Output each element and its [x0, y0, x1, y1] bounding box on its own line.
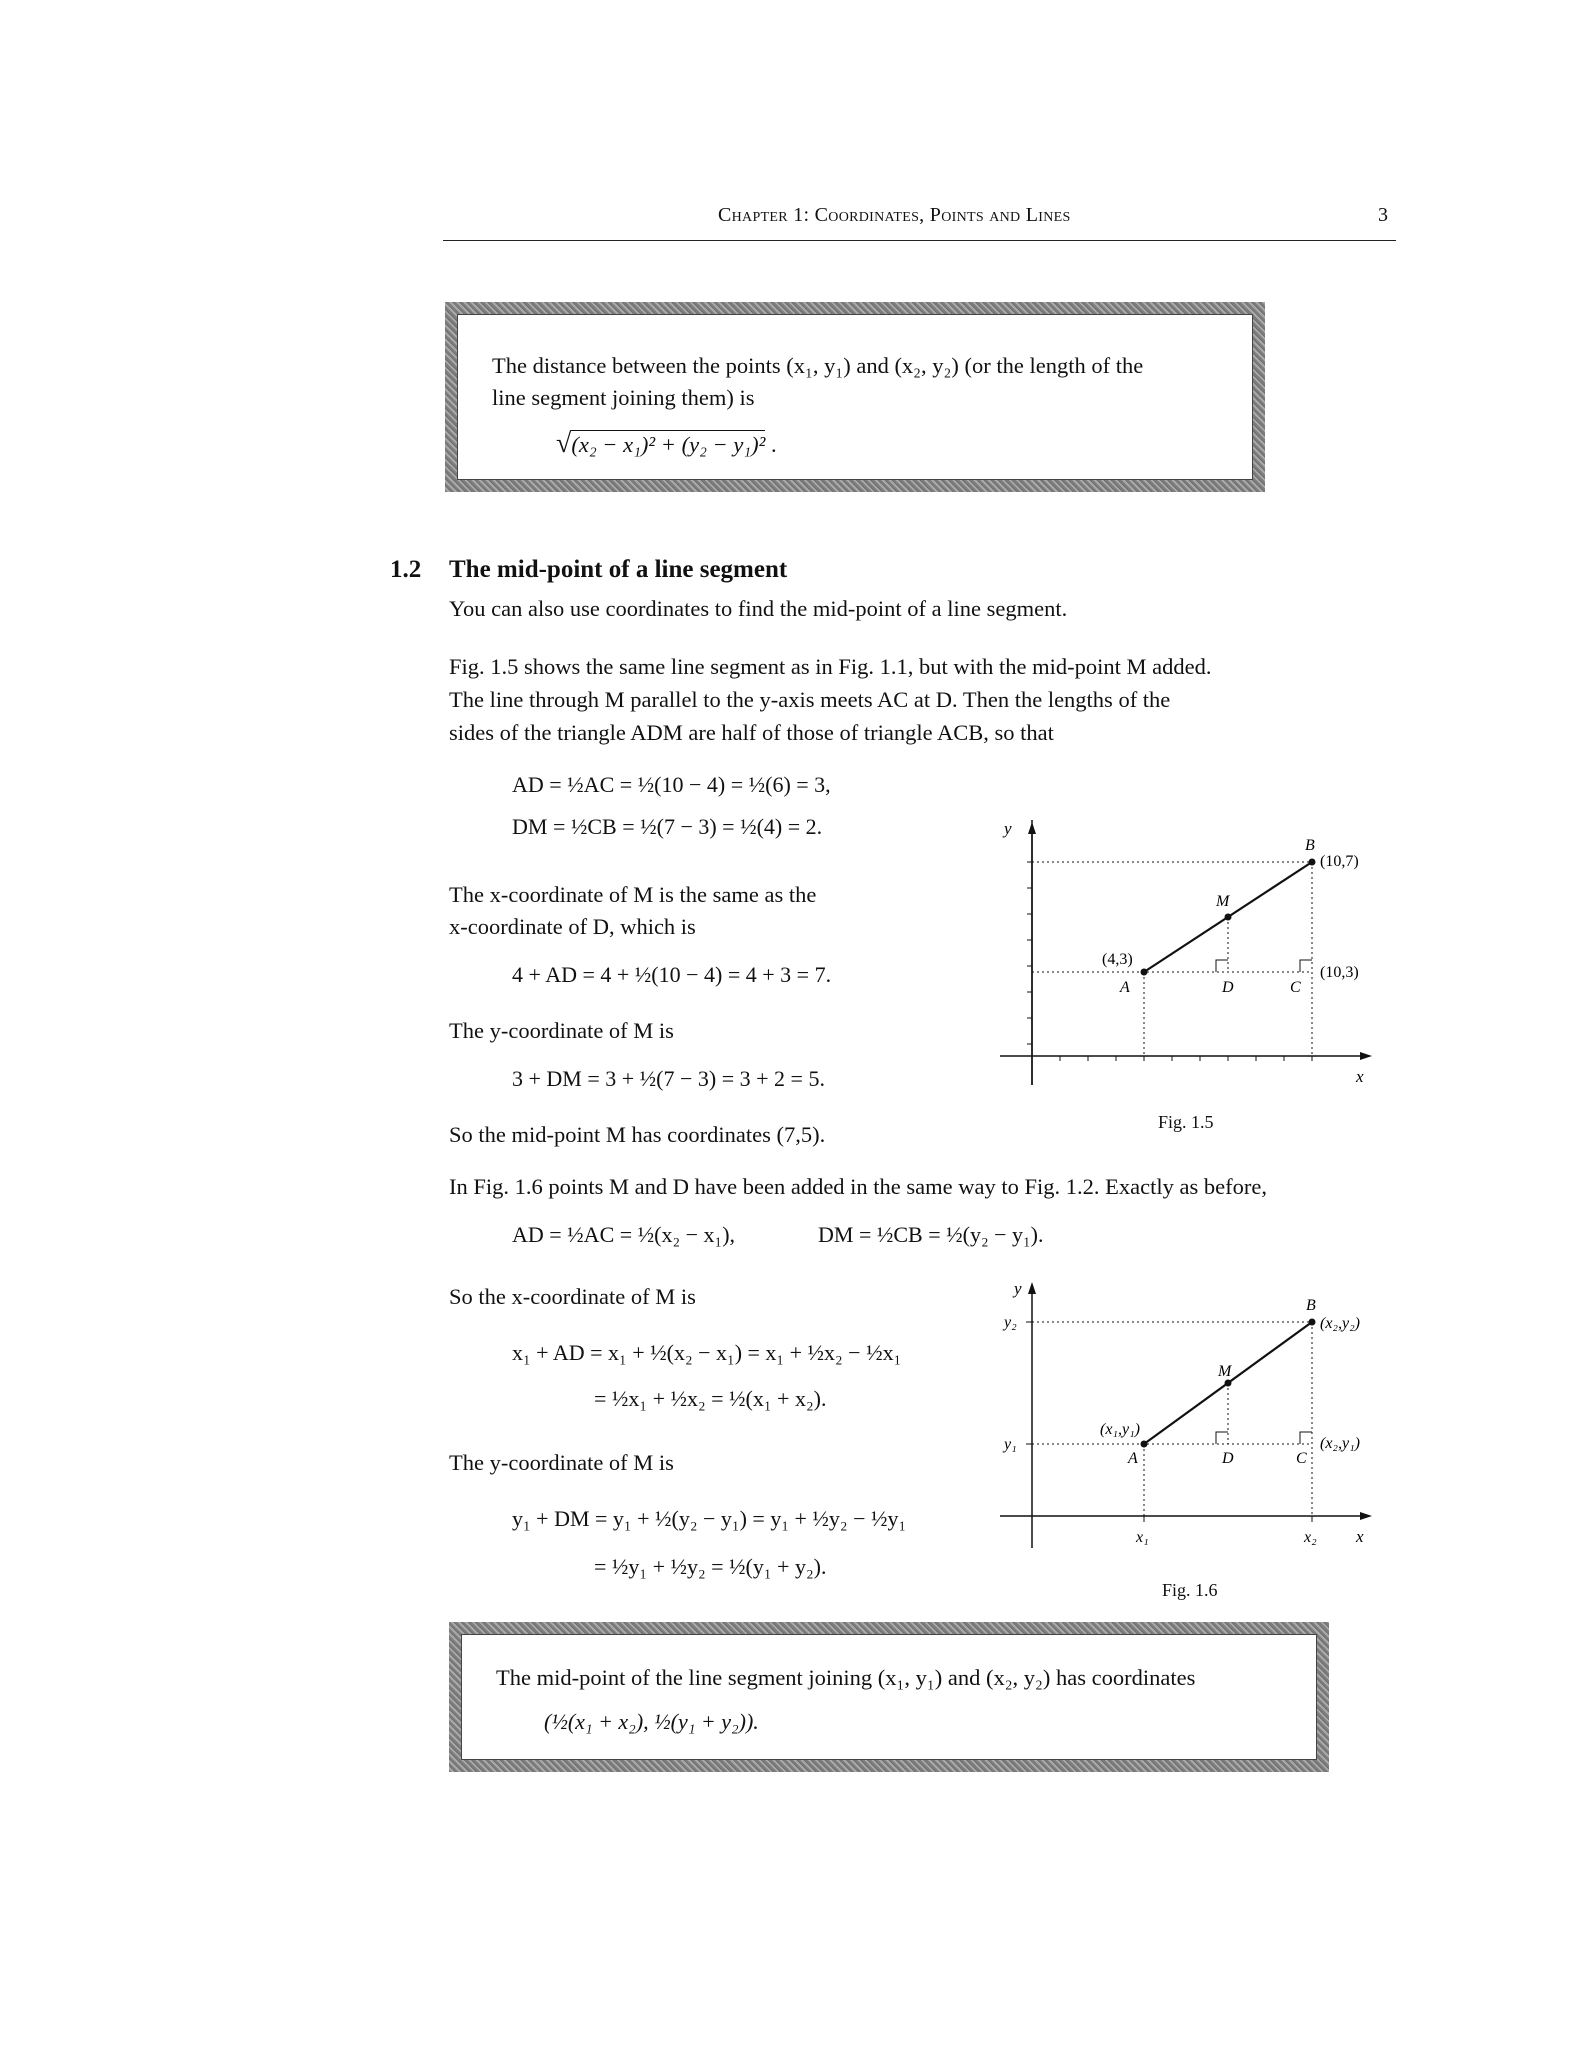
fig16-label-a: A: [1128, 1450, 1138, 1467]
fig16-x-label: x: [1356, 1527, 1364, 1546]
fig15-label-c-coord: (10,3): [1320, 964, 1359, 981]
box1-line2: line segment joining them) is: [492, 385, 755, 410]
distance-formula: √(x₂ − x₁)² + (y₂ − y₁)² .: [556, 428, 777, 459]
y-general-text: The y-coordinate of M is: [449, 1450, 674, 1475]
equation-ad-general: AD = ½AC = ½(x₂ − x₁),: [512, 1222, 736, 1247]
fig16-label-d: D: [1222, 1450, 1234, 1467]
fig15-x-label: x: [1356, 1067, 1364, 1086]
y-coordinate-text: The y-coordinate of M is: [449, 1018, 674, 1043]
equation-ad: AD = ½AC = ½(10 − 4) = ½(6) = 3,: [512, 772, 831, 797]
distance-formula-box: [445, 302, 1265, 492]
fig15-point-m: [1225, 914, 1232, 921]
fig16-label-y2: y₂: [1004, 1314, 1017, 1331]
equation-y-calc: 3 + DM = 3 + ½(7 − 3) = 3 + 2 = 5.: [512, 1066, 825, 1091]
fig16-caption: Fig. 1.6: [1162, 1580, 1218, 1600]
page-number: 3: [1378, 204, 1388, 226]
section-title: The mid-point of a line segment: [449, 556, 788, 583]
fig16-label-x2: x₂: [1304, 1529, 1317, 1546]
midpoint-result: So the mid-point M has coordinates (7,5).: [449, 1122, 826, 1147]
fig16-label-y1: y₁: [1004, 1436, 1017, 1453]
section-intro: You can also use coordinates to find the mid-point of a line segment.: [449, 596, 1068, 621]
para1-line1: Fig. 1.5 shows the same line segment as in Fig. 1.1, but with the mid-point M added.: [449, 654, 1212, 679]
fig15-label-b: B: [1305, 837, 1315, 854]
section-number: 1.2: [390, 556, 422, 583]
fig15-y-arrow-icon: [1028, 822, 1036, 834]
fig16-label-x1: x₁: [1136, 1529, 1149, 1546]
fig15-label-b-coord: (10,7): [1320, 853, 1359, 870]
fig16-label-b: B: [1306, 1297, 1316, 1314]
fig15-label-m: M: [1216, 893, 1230, 910]
fig16-label-m: M: [1218, 1363, 1232, 1380]
running-header: [443, 204, 1396, 241]
equation-dm-general: DM = ½CB = ½(y₂ − y₁).: [818, 1222, 1044, 1247]
figure-1-5: [990, 820, 1390, 1120]
equation-y-general1: y₁ + DM = y₁ + ½(y₂ − y₁) = y₁ + ½y₂ − ½y₁: [512, 1506, 907, 1531]
equation-x-general2: = ½x₁ + ½x₂ = ½(x₁ + x₂).: [594, 1386, 827, 1411]
fig15-label-d: D: [1222, 979, 1234, 996]
fig16-label-c-coord: (x₂,y₁): [1320, 1435, 1360, 1452]
fig15-y-label: y: [1004, 820, 1012, 838]
fig15-label-a: A: [1120, 979, 1130, 996]
equation-x-general1: x₁ + AD = x₁ + ½(x₂ − x₁) = x₁ + ½x₂ − ½x₁: [512, 1340, 902, 1365]
midpoint-formula: (½(x₁ + x₂), ½(y₁ + y₂)).: [544, 1709, 759, 1734]
x-coordinate-text1: The x-coordinate of M is the same as the: [449, 882, 817, 907]
para1-line3: sides of the triangle ADM are half of those of triangle ACB, so that: [449, 720, 1054, 745]
fig16-intro: In Fig. 1.6 points M and D have been added in the same way to Fig. 1.2. Exactly as before,: [449, 1174, 1267, 1199]
fig15-x-arrow-icon: [1360, 1052, 1372, 1060]
fig16-label-c: C: [1296, 1450, 1307, 1467]
equation-x-calc: 4 + AD = 4 + ½(10 − 4) = 4 + 3 = 7.: [512, 962, 832, 987]
midpoint-formula-box: [449, 1622, 1329, 1772]
fig15-point-b: [1309, 859, 1316, 866]
fig16-x-arrow-icon: [1360, 1512, 1372, 1520]
box1-line1: The distance between the points (x₁, y₁) and (x₂, y₂) (or the length of the: [492, 353, 1144, 378]
fig16-label-b-coord: (x₂,y₂): [1320, 1315, 1360, 1332]
chapter-title: Chapter 1: Coordinates, Points and Lines: [718, 204, 1071, 226]
fig15-caption: Fig. 1.5: [1158, 1112, 1214, 1132]
fig15-point-a: [1141, 969, 1148, 976]
fig16-label-a-coord: (x₁,y₁): [1100, 1421, 1140, 1438]
figure-1-6: [990, 1280, 1390, 1590]
x-coordinate-text2: x-coordinate of D, which is: [449, 914, 696, 939]
fig16-y-label: y: [1014, 1280, 1022, 1298]
equation-y-general2: = ½y₁ + ½y₂ = ½(y₁ + y₂).: [594, 1554, 827, 1579]
equation-dm: DM = ½CB = ½(7 − 3) = ½(4) = 2.: [512, 814, 823, 839]
fig15-label-a-coord: (4,3): [1102, 951, 1133, 968]
fig16-point-m: [1225, 1380, 1232, 1387]
box2-line1: The mid-point of the line segment joining (x₁, y₁) and (x₂, y₂) has coordinates: [496, 1665, 1196, 1690]
para1-line2: The line through M parallel to the y-axis meets AC at D. Then the lengths of the: [449, 687, 1171, 712]
fig15-label-c: C: [1290, 979, 1301, 996]
sqrt-symbol-icon: √: [556, 428, 572, 459]
fig16-y-arrow-icon: [1028, 1282, 1036, 1294]
fig16-point-b: [1309, 1319, 1316, 1326]
x-general-text: So the x-coordinate of M is: [449, 1284, 696, 1309]
fig16-point-a: [1141, 1441, 1148, 1448]
